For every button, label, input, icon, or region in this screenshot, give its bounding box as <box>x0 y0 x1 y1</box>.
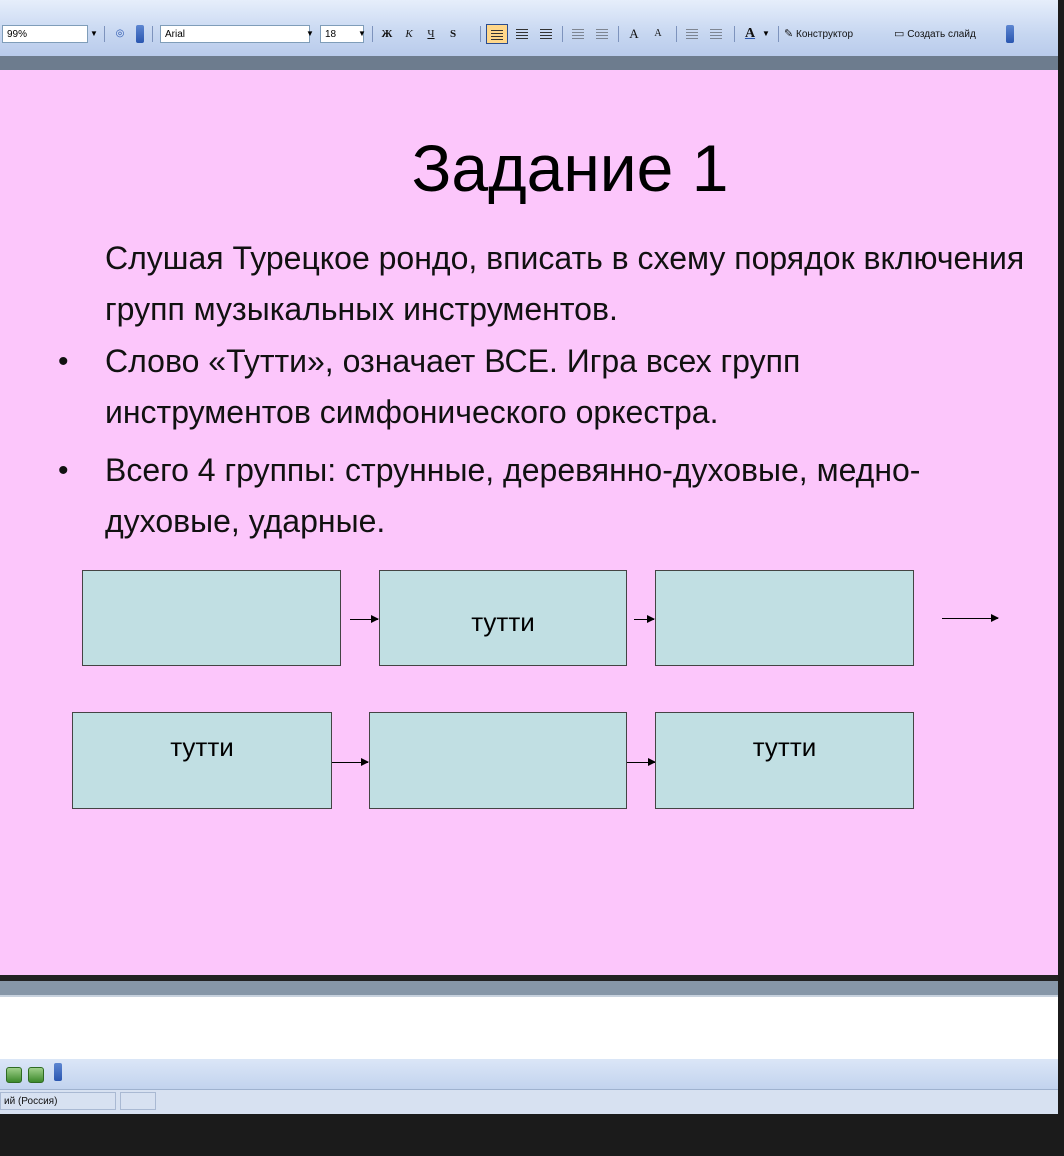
slide-intro-text[interactable]: Слушая Турецкое рондо, вписать в схему порядок включения групп музыкальных инструментов. <box>105 240 1025 327</box>
status-cell-empty <box>120 1092 156 1110</box>
new-slide-label: Создать слайд <box>907 29 976 40</box>
slide-title[interactable]: Задание 1 <box>411 131 729 205</box>
help-icon[interactable]: ◎ <box>115 28 125 39</box>
slide-bullet-2[interactable]: Всего 4 группы: струнные, деревянно-духовые, медно-духовые, ударные. <box>105 452 921 539</box>
arrow-icon <box>350 619 378 620</box>
workspace-border-top <box>0 56 1058 70</box>
font-color-button[interactable]: A <box>744 26 756 41</box>
zoom-dropdown-icon[interactable]: ▼ <box>90 29 98 38</box>
toolbar-row <box>0 22 1058 48</box>
designer-label: Конструктор <box>796 29 854 40</box>
toolbar-separator <box>480 26 481 42</box>
underline-button[interactable]: Ч <box>427 28 435 40</box>
notes-pane[interactable] <box>0 997 1058 1059</box>
align-left-button[interactable] <box>486 24 508 44</box>
scheme-box-3[interactable] <box>655 570 914 666</box>
toolbar-separator <box>372 26 373 42</box>
new-slide-button[interactable] <box>894 24 976 44</box>
toolbar-separator <box>778 26 779 42</box>
font-name-combobox[interactable]: Arial <box>160 25 310 43</box>
toolbar-separator <box>104 26 105 42</box>
zoom-combobox[interactable]: 99% <box>2 25 88 43</box>
toolbar-options-icon[interactable] <box>1006 25 1014 43</box>
increase-indent-button[interactable] <box>706 24 726 44</box>
decrease-indent-button[interactable] <box>682 24 702 44</box>
toolbar-separator <box>676 26 677 42</box>
font-size-combobox[interactable]: 18 <box>320 25 364 43</box>
formatting-toolbar <box>0 0 1058 57</box>
toolbar-separator <box>734 26 735 42</box>
arrow-icon <box>942 618 998 619</box>
bold-button[interactable]: Ж <box>381 28 393 40</box>
scheme-box-6[interactable]: тутти <box>655 712 914 809</box>
slide-sorter-view-icon[interactable] <box>28 1067 44 1083</box>
shadow-button[interactable]: S <box>449 28 457 40</box>
slide-canvas[interactable] <box>0 70 1058 975</box>
horizontal-scrollbar[interactable] <box>0 981 1058 997</box>
bulleted-list-button[interactable] <box>592 24 612 44</box>
toolbar-separator <box>618 26 619 42</box>
designer-icon: ✎ <box>784 28 794 40</box>
status-bar <box>0 1089 1058 1114</box>
font-name-dropdown-icon[interactable]: ▼ <box>306 29 314 38</box>
toolbar-options-icon[interactable] <box>136 25 144 43</box>
normal-view-icon[interactable] <box>6 1067 22 1083</box>
numbered-list-button[interactable] <box>568 24 588 44</box>
scheme-box-4[interactable]: тутти <box>72 712 332 809</box>
scheme-box-1[interactable] <box>82 570 341 666</box>
designer-button[interactable] <box>784 24 853 44</box>
font-size-dropdown-icon[interactable]: ▼ <box>358 29 366 38</box>
new-slide-icon: ▭ <box>894 28 905 40</box>
increase-font-button[interactable]: A <box>629 26 639 41</box>
font-color-dropdown-icon[interactable]: ▼ <box>762 29 770 38</box>
bullet-icon: • <box>58 345 69 378</box>
slide-bullet-1[interactable]: Слово «Тутти», означает ВСЕ. Игра всех групп инструментов симфонического оркестра. <box>105 343 801 430</box>
italic-button[interactable]: К <box>405 28 413 40</box>
arrow-icon <box>627 762 655 763</box>
toolbar-options-icon[interactable] <box>54 1063 62 1081</box>
scheme-box-2[interactable]: тутти <box>379 570 627 666</box>
align-right-button[interactable] <box>536 24 556 44</box>
toolbar-separator <box>152 26 153 42</box>
bullet-icon: • <box>58 454 69 487</box>
toolbar-separator <box>562 26 563 42</box>
arrow-icon <box>332 762 368 763</box>
arrow-icon <box>634 619 654 620</box>
status-language: ий (Россия) <box>0 1092 116 1110</box>
decrease-font-button[interactable]: A <box>654 28 662 39</box>
scheme-box-5[interactable] <box>369 712 627 809</box>
align-center-button[interactable] <box>512 24 532 44</box>
view-buttons-bar <box>0 1059 1058 1089</box>
